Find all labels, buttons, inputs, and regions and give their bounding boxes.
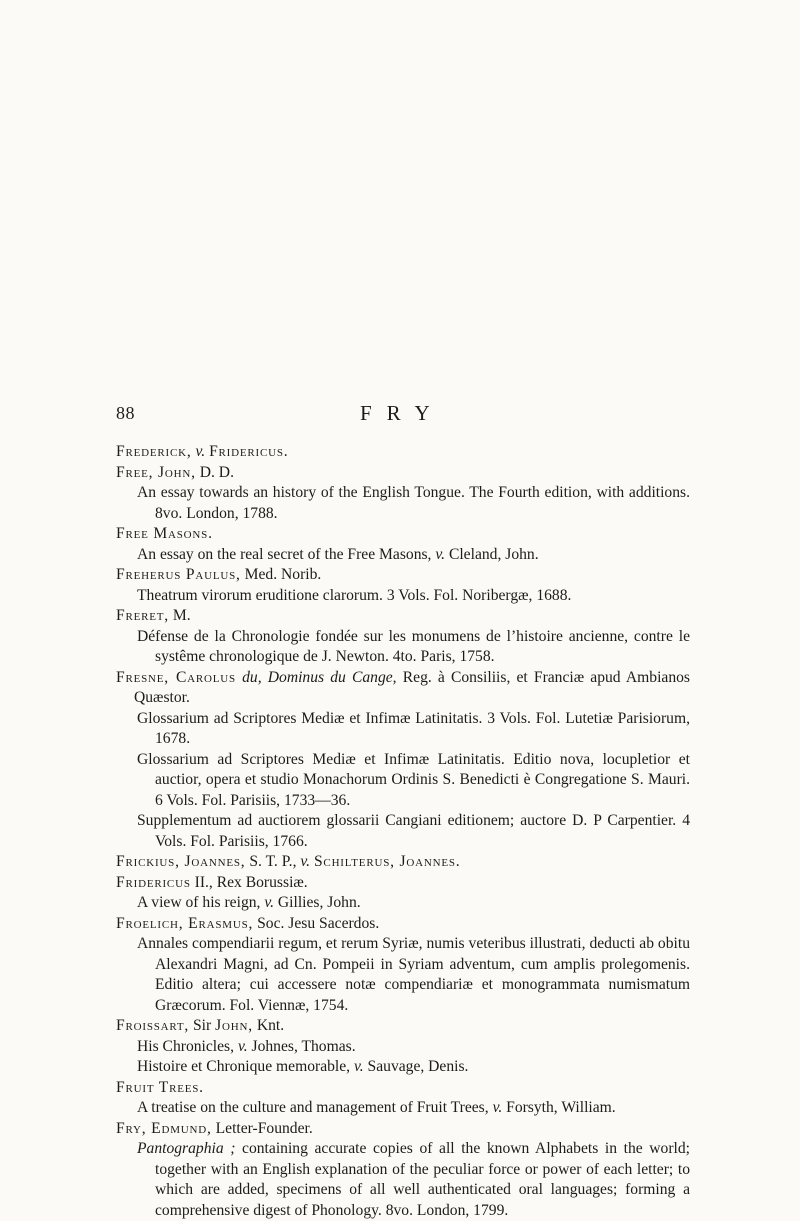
- entry-heading: [116, 873, 690, 894]
- entry-line: Histoire et Chronique memorable, v. Sauvage, Denis.: [116, 1057, 690, 1078]
- heading-forename: John,: [215, 1017, 253, 1034]
- heading-name: Froissart,: [116, 1017, 189, 1034]
- entry-line: Pantographia ; containing accurate copies of all the known Alphabets in the world; together with an English explanation of the peculiar force or power of each letter; to which are added, specimens of all well authenticated oral languages; forming a comprehensive digest of Phonology. 8vo. London, 1799.: [116, 1139, 690, 1221]
- entry-line: An essay towards an history of the English Tongue. The Fourth edition, with additions. 8vo. London, 1788.: [116, 483, 690, 524]
- entry-heading: [116, 914, 690, 935]
- entry-line: Theatrum virorum eruditione clarorum. 3 Vols. Fol. Noribergæ, 1688.: [116, 586, 690, 607]
- entry-line: Glossarium ad Scriptores Mediæ et Infimæ Latinitatis. 3 Vols. Fol. Lutetiæ Parisiorum, 1678.: [116, 709, 690, 750]
- entry-heading: [116, 442, 690, 463]
- entry-froelich: [116, 914, 690, 1017]
- heading-descriptor: Letter-Founder.: [216, 1120, 313, 1137]
- heading-title: Sir: [193, 1017, 211, 1034]
- page-number: 88: [116, 403, 135, 424]
- entry-fridericus: [116, 873, 690, 914]
- entry-heading: [116, 463, 690, 484]
- entry-heading: [116, 1078, 690, 1099]
- cross-ref-marker: v.: [435, 546, 445, 563]
- heading-name: Fridericus: [116, 874, 191, 891]
- index-entries: [116, 442, 690, 1221]
- entry-line: Annales compendiarii regum, et rerum Syriæ, numis veteribus illustrati, deducti ab obitu Alexandri Magni, ad Cn. Pompeii in Syriam adventum, cum amplis prolegomenis. Editio altera; cui accessere notæ compendiariæ et monogrammata numismatum Græcorum. Fol. Viennæ, 1754.: [116, 934, 690, 1016]
- entry-heading: [116, 524, 690, 545]
- cross-ref-target: Cleland, John.: [449, 546, 539, 563]
- heading-italic: du, Dominus du Cange,: [242, 669, 396, 686]
- entry-line: A treatise on the culture and management of Fruit Trees, v. Forsyth, William.: [116, 1098, 690, 1119]
- cross-ref-marker: v.: [195, 443, 205, 460]
- entry-line: An essay on the real secret of the Free Masons, v. Cleland, John.: [116, 545, 690, 566]
- entry-fry-edmund: [116, 1119, 690, 1221]
- entry-freherus: [116, 565, 690, 606]
- heading-name: Froelich, Erasmus,: [116, 915, 253, 932]
- entry-line: A view of his reign, v. Gillies, John.: [116, 893, 690, 914]
- cross-ref-marker: v.: [493, 1099, 503, 1116]
- cross-ref-target: Schilterus, Joannes.: [314, 853, 461, 870]
- cross-ref-marker: v.: [264, 894, 274, 911]
- cross-ref-marker: v.: [354, 1058, 364, 1075]
- entry-line: Glossarium ad Scriptores Mediæ et Infimæ Latinitatis. Editio nova, locupletior et auctior, opera et studio Monachorum Ordinis S. Benedicti è Congregatione S. Mauri. 6 Vols. Fol. Parisiis, 1733—36.: [116, 750, 690, 812]
- entry-line: Défense de la Chronologie fondée sur les monumens de l’histoire ancienne, contre le systême chronologique de J. Newton. 4to. Paris, 1758.: [116, 627, 690, 668]
- entry-freret: [116, 606, 690, 668]
- running-head: FRY: [360, 401, 445, 426]
- entry-heading: [116, 852, 690, 873]
- heading-name: Fry, Edmund,: [116, 1120, 212, 1137]
- cross-ref-target: Sauvage, Denis.: [368, 1058, 469, 1075]
- heading-descriptor: Reg. à Consiliis, et Franciæ apud Ambianos Quæstor.: [134, 669, 690, 707]
- entry-heading: [116, 1119, 690, 1140]
- heading-name: Frickius, Joannes,: [116, 853, 245, 870]
- heading-descriptor: Knt.: [257, 1017, 284, 1034]
- entry-heading: [116, 606, 690, 627]
- heading-name: Free Masons.: [116, 525, 213, 542]
- entry-heading: [116, 1016, 690, 1037]
- heading-name: Frederick,: [116, 443, 192, 460]
- cross-ref-target: Fridericus.: [209, 443, 288, 460]
- entry-fruit-trees: [116, 1078, 690, 1119]
- cross-ref-target: Gillies, John.: [278, 894, 361, 911]
- heading-descriptor: M.: [173, 607, 191, 624]
- heading-name: Freret,: [116, 607, 169, 624]
- entry-free-john: [116, 463, 690, 525]
- entry-heading: [116, 565, 690, 586]
- entry-frederick: [116, 442, 690, 463]
- entry-line: Supplementum ad auctiorem glossarii Cangiani editionem; auctore D. P Carpentier. 4 Vols. Fol. Parisiis, 1766.: [116, 811, 690, 852]
- heading-descriptor: Soc. Jesu Sacerdos.: [257, 915, 379, 932]
- cross-ref-marker: v.: [300, 853, 310, 870]
- entry-frickius: [116, 852, 690, 873]
- entry-free-masons: [116, 524, 690, 565]
- entry-heading: [116, 668, 690, 709]
- cross-ref-target: Forsyth, William.: [506, 1099, 616, 1116]
- heading-descriptor: Med. Norib.: [245, 566, 322, 583]
- heading-descriptor: D. D.: [200, 464, 234, 481]
- cross-ref-target: Johnes, Thomas.: [252, 1038, 356, 1055]
- entry-fresne: [116, 668, 690, 853]
- entry-froissart: [116, 1016, 690, 1078]
- heading-name: Freherus Paulus,: [116, 566, 241, 583]
- heading-descriptor: S. T. P.,: [249, 853, 296, 870]
- heading-descriptor: II., Rex Borussiæ.: [195, 874, 308, 891]
- entry-line: His Chronicles, v. Johnes, Thomas.: [116, 1037, 690, 1058]
- heading-name: Fruit Trees.: [116, 1079, 204, 1096]
- heading-name: Free, John,: [116, 464, 196, 481]
- cross-ref-marker: v.: [238, 1038, 248, 1055]
- heading-name: Fresne, Carolus: [116, 669, 236, 686]
- work-title: Pantographia ;: [137, 1140, 235, 1157]
